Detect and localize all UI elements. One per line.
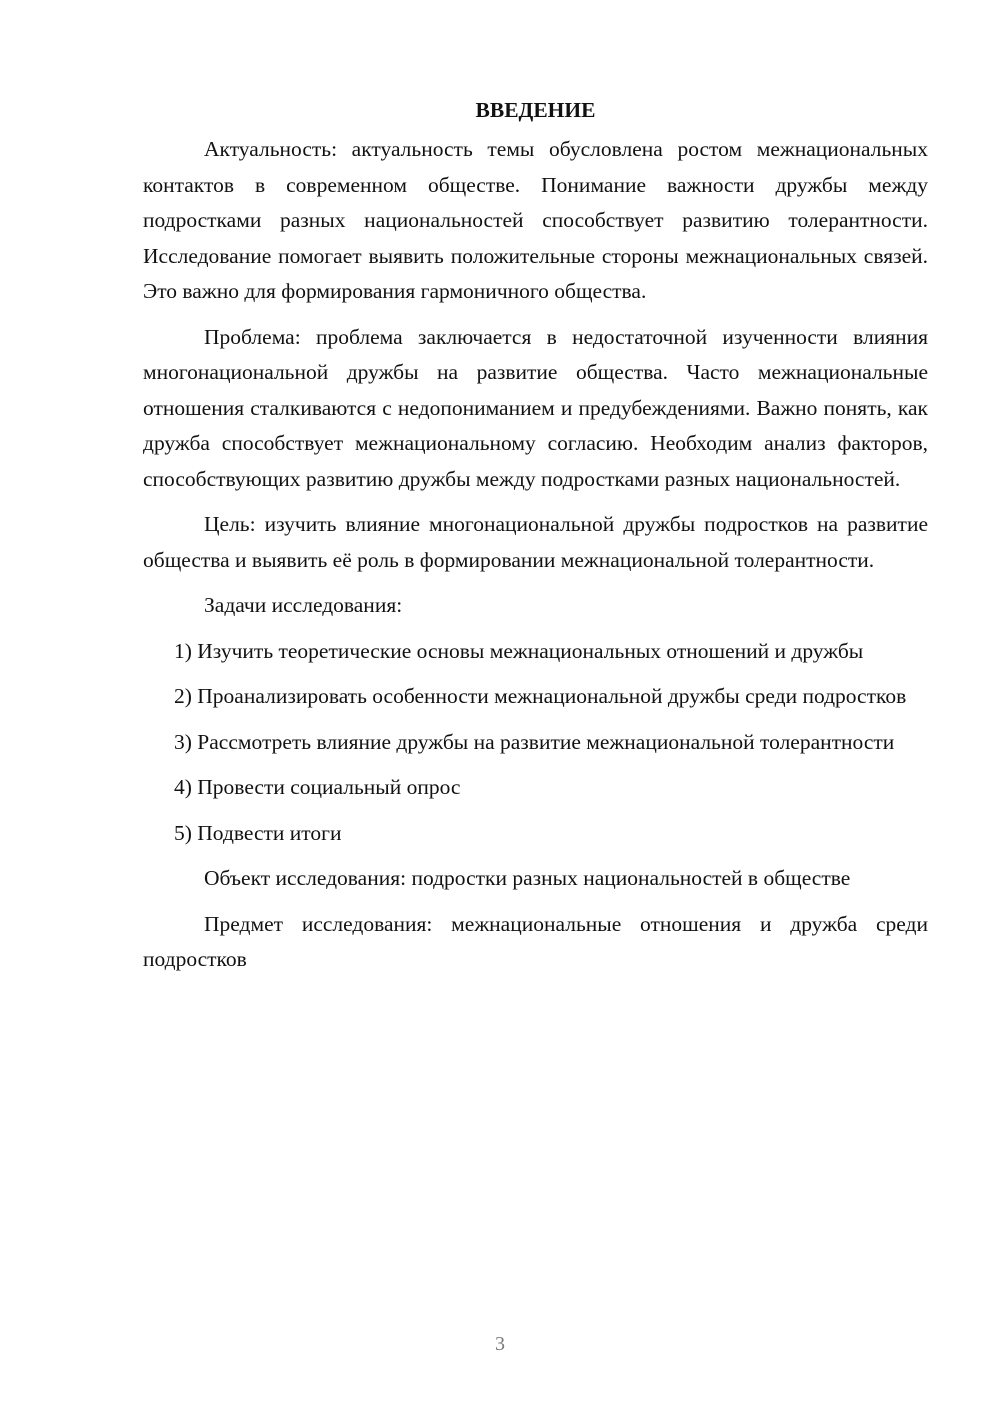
page-content: [143, 93, 928, 988]
tasks-list: [143, 634, 928, 852]
goal-paragraph: Цель: изучить влияние многонациональной дружбы подростков на развитие общества и выявить её роль в формировании межнациональной толерантности.: [143, 512, 928, 572]
task-item-2: 2) Проанализировать особенности межнациональной дружбы среди подростков: [174, 684, 907, 708]
section-title: ВВЕДЕНИЕ: [475, 98, 596, 122]
task-item-1: 1) Изучить теоретические основы межнациональных отношений и дружбы: [174, 638, 864, 663]
task-item-4: 4) Провести социальный опрос: [174, 775, 461, 799]
object-paragraph: Объект исследования: подростки разных национальностей в обществе: [204, 866, 851, 890]
tasks-heading: Задачи исследования:: [204, 593, 403, 617]
task-item-5: 5) Подвести итоги: [174, 820, 342, 845]
problem-paragraph: Проблема: проблема заключается в недостаточной изученности влияния многонациональной дружбы на развитие общества. Часто межнациональные отношения сталкиваются с недопониманием и предубеждениями. Важно понять, как дружба способствует межнациональному согласию. Необходим анализ факторов, способствующих развитию дружбы между подростками разных национальностей.: [143, 324, 928, 491]
subject-paragraph: Предмет исследования: межнациональные отношения и дружба среди подростков: [143, 911, 928, 971]
page-number: 3: [495, 1333, 505, 1355]
task-item-3: 3) Рассмотреть влияние дружбы на развитие межнациональной толерантности: [174, 729, 895, 754]
relevance-paragraph: Актуальность: актуальность темы обусловлена ростом межнациональных контактов в современном обществе. Понимание важности дружбы между подростками разных национальностей способствует развитию толерантности. Исследование помогает выявить положительные стороны межнациональных связей. Это важно для формирования гармоничного общества.: [143, 137, 928, 303]
